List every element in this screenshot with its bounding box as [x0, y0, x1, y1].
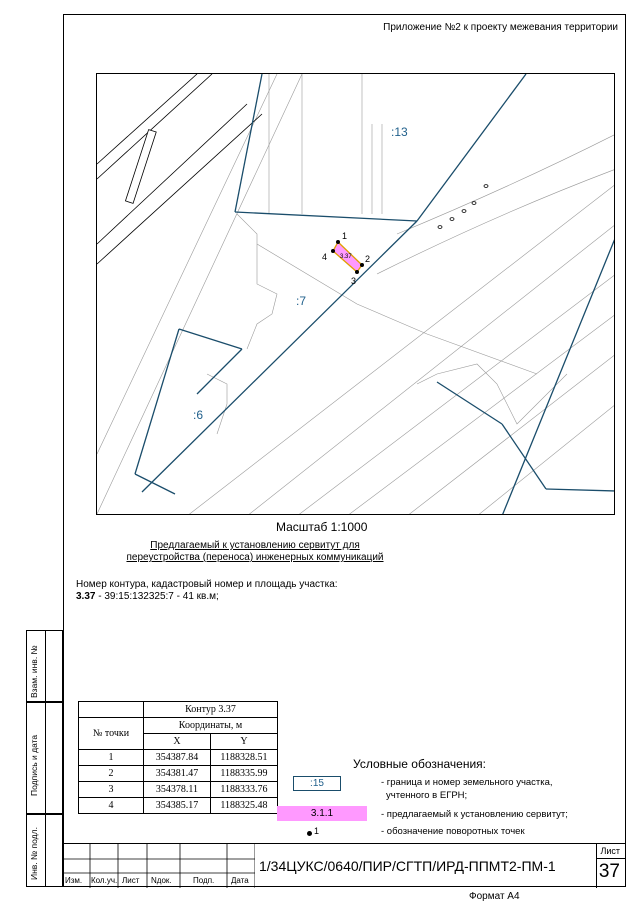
- section-title-line2: переустройства (переноса) инженерных коммуникаций: [126, 552, 384, 563]
- col-podp: Подп.: [193, 876, 215, 885]
- parcel-label-6: :6: [193, 408, 204, 422]
- legend-parcel-swatch: :15: [293, 776, 341, 791]
- cell-x: 354385.17: [144, 798, 211, 814]
- cadastral-map: [96, 73, 615, 515]
- legend-title: Условные обозначения:: [353, 757, 486, 771]
- map-drawing: [97, 74, 615, 515]
- appendix-header: Приложение №2 к проекту межевания территории: [383, 22, 618, 33]
- side-label-vzam: Взам. инв. №: [29, 645, 39, 698]
- cell-point: 3: [79, 782, 144, 798]
- contour-info-heading: Номер контура, кадастровый номер и площадь участка:: [76, 579, 338, 590]
- col-izm: Изм.: [65, 876, 83, 885]
- cell-y: 1188325.48: [211, 798, 278, 814]
- cell-y: 1188328.51: [211, 750, 278, 766]
- contour-info-line: [76, 591, 219, 602]
- side-label-podpis: Подпись и дата: [29, 734, 39, 796]
- section-title-line1: Предлагаемый к установлению сервитут для: [150, 540, 360, 551]
- legend-point-dot: [307, 831, 312, 836]
- col-kol-uch: Кол.уч.: [91, 876, 118, 885]
- cell-y: 1188335.99: [211, 766, 278, 782]
- legend-easement-text: - предлагаемый к установлению сервитут;: [381, 809, 568, 820]
- contour-id: 3.37: [76, 591, 96, 602]
- coordinates-table: [78, 701, 278, 814]
- contour-details: - 39:15:132325:7 - 41 кв.м;: [95, 591, 219, 602]
- cell-point: 2: [79, 766, 144, 782]
- legend-point-text: - обозначение поворотных точек: [381, 826, 525, 837]
- parcel-label-13: :13: [391, 125, 408, 139]
- cell-y: 1188333.76: [211, 782, 278, 798]
- col-header-y: Y: [211, 734, 278, 750]
- cell-point: 1: [79, 750, 144, 766]
- table-row: [79, 798, 278, 814]
- table-row: [79, 782, 278, 798]
- col-list: Лист: [122, 876, 140, 885]
- legend-parcel-text-1: - граница и номер земельного участка,: [381, 777, 553, 788]
- plot-label: 3.37: [340, 254, 352, 260]
- sheet-label: Лист: [600, 846, 620, 856]
- point-label-1: 1: [342, 231, 348, 241]
- sheet-number: 37: [598, 861, 620, 882]
- cell-x: 354387.84: [144, 750, 211, 766]
- col-data: Дата: [231, 876, 249, 885]
- col-header-x: X: [144, 734, 211, 750]
- point-label-3: 3: [351, 276, 357, 286]
- cell-point: 4: [79, 798, 144, 814]
- point-label-2: 2: [365, 254, 371, 264]
- col-ndok: Nдок.: [151, 876, 172, 885]
- point-label-4: 4: [322, 252, 328, 262]
- format-label: Формат А4: [469, 891, 520, 902]
- side-divider: [45, 630, 46, 887]
- legend-easement-swatch: 3.1.1: [277, 806, 367, 821]
- legend-point-swatch: 1: [314, 826, 320, 836]
- col-header-coords: Координаты, м: [144, 718, 278, 734]
- col-header-point: № точки: [79, 718, 144, 750]
- cell-x: 354381.47: [144, 766, 211, 782]
- document-code: 1/34ЦУКС/0640/ПИР/СГТП/ИРД-ППМТ2-ПМ-1: [259, 858, 556, 874]
- cell-x: 354378.11: [144, 782, 211, 798]
- legend-parcel-text-2: учтенного в ЕГРН;: [386, 790, 468, 801]
- table-row: [79, 766, 278, 782]
- table-title: Контур 3.37: [144, 702, 278, 718]
- parcel-label-7: :7: [296, 294, 307, 308]
- sheet-box-divider: [596, 858, 626, 859]
- table-row: [79, 750, 278, 766]
- title-block: [63, 843, 626, 887]
- side-label-inv: Инв. № подл.: [29, 827, 39, 880]
- scale-label: Масштаб 1:1000: [276, 520, 368, 534]
